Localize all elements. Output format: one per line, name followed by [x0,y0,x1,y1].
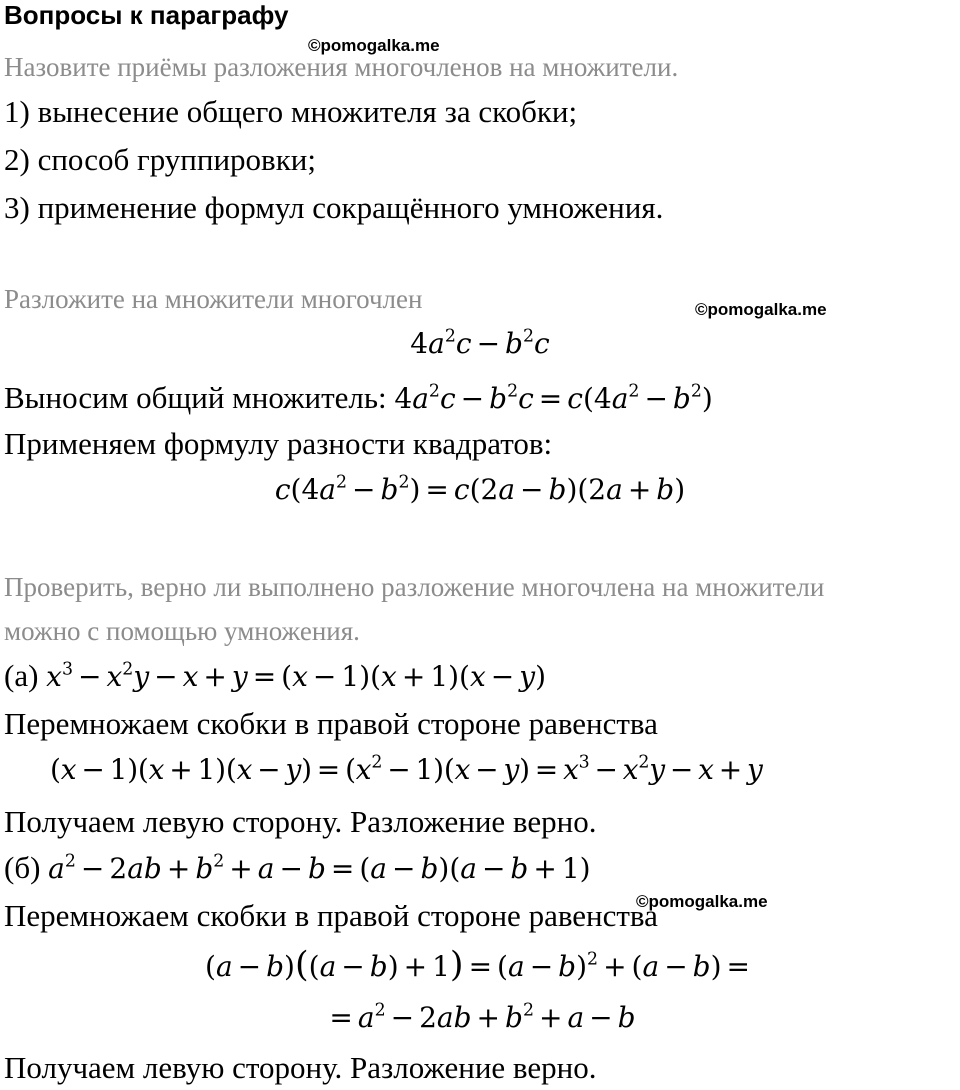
step-common-factor [4,382,713,413]
part-b-label: (б) [4,850,41,885]
multiply-text-a: Перемножаем скобки в правой стороне равенства [4,706,658,741]
equation-factored: $c(4a^2 - b^2) = c(2a - b)(2a + b)$ [274,472,686,506]
result-text-b: Получаем левую сторону. Разложение верно. [4,1050,597,1085]
part-a-label: (а) [4,658,39,693]
equation: $4a^2c - b^2c = c(4a^2 - b^2)$ [394,381,713,415]
answer-item-3: 3) применение формул сокращённого умножения. [4,190,664,225]
watermark: ©pomogalka.me [695,300,827,319]
result-text-a: Получаем левую сторону. Разложение верно. [4,804,597,839]
answer-item-1: 1) вынесение общего множителя за скобки; [4,94,578,129]
expansion-b-line-2: = $a^2 - 2ab + b^2 + a - b$ [329,1000,636,1034]
expansion-b-line-1: $(a - b)((a - b) + 1) = (a - b)^2 + (a - b)$ = [205,945,750,985]
part-b-equation [4,852,591,883]
watermark: ©pomogalka.me [636,892,768,911]
part-a-equation [4,660,546,691]
question-3-line-2: можно с помощью умножения. [4,616,360,646]
step-label: Выносим общий множитель: [4,380,387,415]
page-title: Вопросы к параграфу [4,0,289,30]
equation: $a^2 - 2ab + b^2 + a - b = (a - b)(a - b + 1)$ [48,851,591,885]
question-2: Разложите на множители многочлен [4,284,423,314]
watermark: ©pomogalka.me [308,36,440,55]
question-3-line-1: Проверить, верно ли выполнено разложение многочлена на множители [4,572,825,602]
answer-item-2: 2) способ группировки; [4,142,316,177]
question-1: Назовите приёмы разложения многочленов на множители. [4,52,679,82]
multiply-text-b: Перемножаем скобки в правой стороне равенства [4,898,658,933]
polynomial-expression: $4a^2c - b^2c$ [410,326,550,360]
step-difference-of-squares: Применяем формулу разности квадратов: [4,426,553,461]
expansion-a: $(x - 1)(x + 1)(x - y) = (x^2 - 1)(x - y) = x^3 - x^2y - x + y$ [50,752,763,786]
equation: $x^3 - x^2y - x + y = (x - 1)(x + 1)(x - y)$ [46,659,547,693]
